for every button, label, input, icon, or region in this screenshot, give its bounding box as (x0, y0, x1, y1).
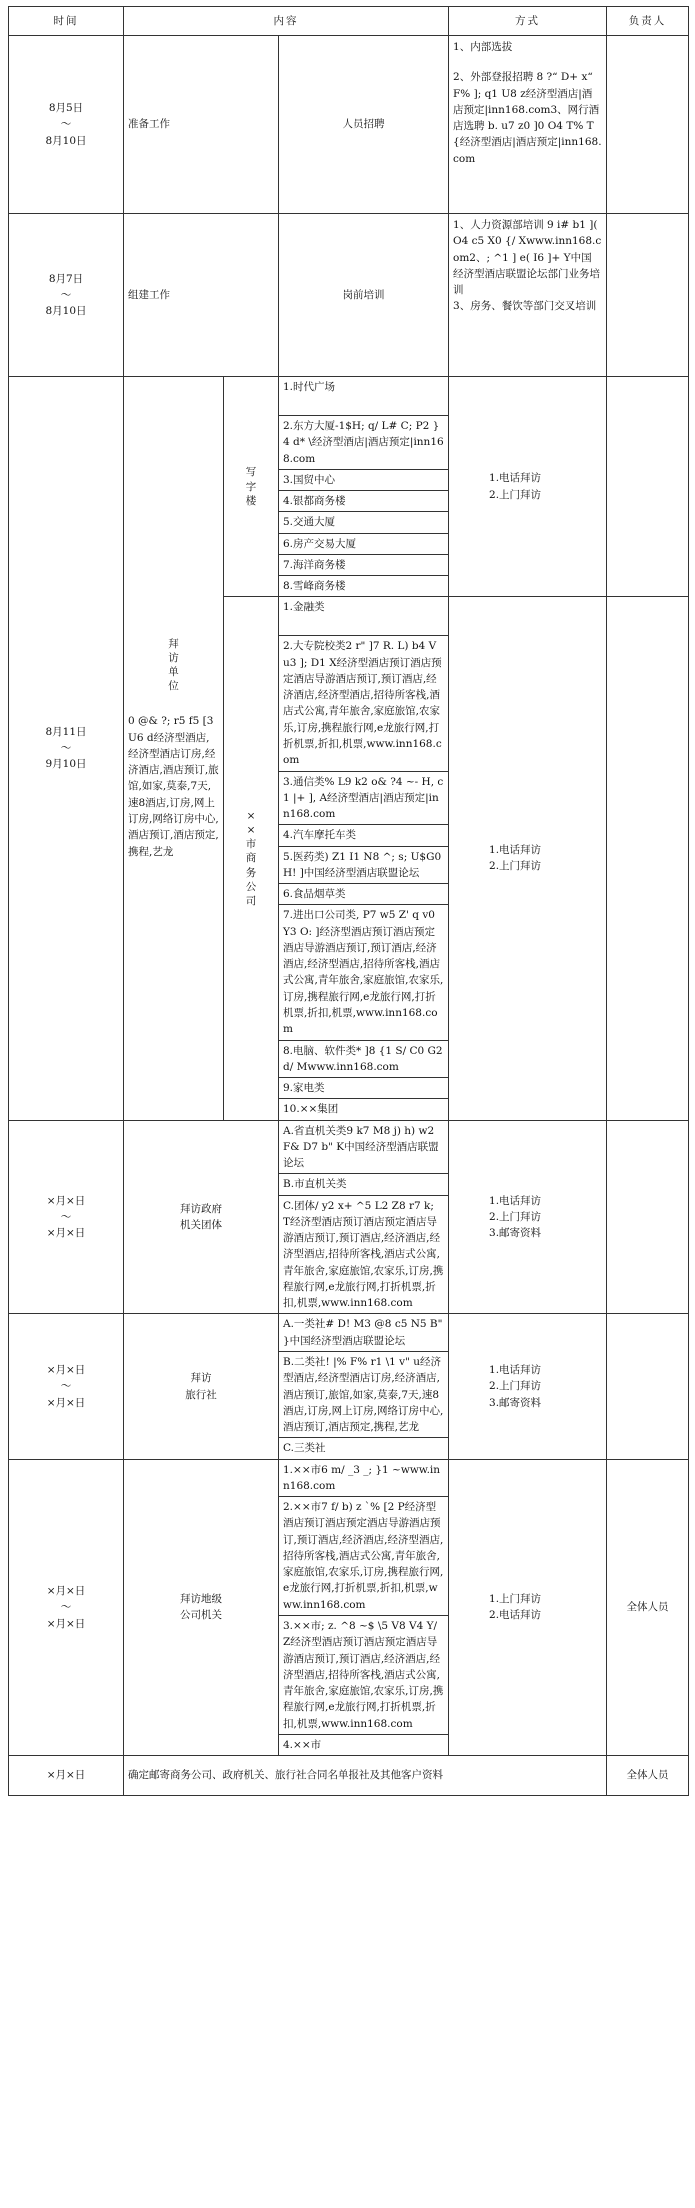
company-items-cell (279, 597, 449, 1120)
list-item: 2.大专院校类2 r" ]7 R. L) b4 V u3 ]; D1 X经济型酒店预订酒店预定酒店导游酒店预订,预订酒店,经济酒店,经济型酒店,招待所客栈,酒店式公寓,青年旅舍,家庭旅馆,农家乐,订房,携程旅行网,e龙旅行网,打折机票,折扣,机票,www.inn168.com (279, 636, 448, 771)
date-sep: ～ (60, 1601, 72, 1614)
list-item: 6.房产交易大厦 (279, 534, 448, 555)
row-preparation (9, 36, 689, 214)
vchar: 务 (245, 866, 257, 879)
method-line: 1.电话拜访 (489, 844, 542, 857)
list-item: 2.××市7 f/ b) z `% [2 P经济型酒店预订酒店预定酒店导游酒店预订,预订酒店,经济酒店,经济型酒店,招待所客栈,酒店式公寓,青年旅舍,家庭旅馆,农家乐,订房,携程旅行网,e龙旅行网,打折机票,折扣,机票,www.inn168.com (279, 1497, 448, 1616)
method-line: 3、房务、餐饮等部门交叉培训 (453, 300, 597, 313)
visit-group-cell (124, 377, 224, 1121)
date-sep: ～ (60, 288, 72, 301)
method-line: 3.邮寄资料 (489, 1396, 542, 1409)
label-line: 拜访地级 (180, 1593, 222, 1606)
header-method: 方式 (449, 7, 607, 36)
date-cell (9, 36, 124, 214)
company-label-cell (224, 597, 279, 1120)
list-item: 9.家电类 (279, 1078, 448, 1099)
header-owner: 负责人 (607, 7, 689, 36)
date-cell (9, 1459, 124, 1756)
owner-cell (607, 597, 689, 1120)
list-item: 1.金融类 (279, 597, 448, 636)
date-cell (9, 377, 124, 1121)
date-end: ×月×日 (46, 1227, 86, 1240)
list-item: 5.医药类) Z1 I1 N8 ^; s; U$G0 H! ]中国经济型酒店联盟论坛 (279, 847, 448, 885)
list-item: A.省直机关类9 k7 M8 j) h) w2 F& D7 b" K中国经济型酒店联盟论坛 (279, 1121, 448, 1175)
date-end: 9月10日 (45, 758, 87, 771)
list-item: 8.雪峰商务楼 (283, 580, 346, 593)
vchar: 写 (245, 466, 257, 479)
date-start: ×月×日 (46, 1584, 86, 1597)
category-cell: 组建工作 (124, 214, 279, 377)
list-item: 4.银都商务楼 (279, 491, 448, 512)
list-item: C.三类社 (283, 1442, 326, 1455)
vchar: 商 (245, 852, 257, 865)
vchar: 单 (168, 666, 179, 679)
list-item: 8.电脑、软件类* ]8 {1 S/ C0 G2 d/ Mwww.inn168.com (279, 1041, 448, 1079)
owner-cell (607, 377, 689, 597)
date-start: ×月×日 (46, 1194, 86, 1207)
method-cell (449, 214, 607, 377)
header-row (9, 7, 689, 36)
date-cell: ×月×日 (9, 1756, 124, 1796)
vchar: 访 (168, 651, 179, 664)
vchar: 字 (245, 480, 257, 493)
vchar: × (246, 809, 256, 822)
row-local (9, 1459, 689, 1756)
method-line: 1.电话拜访 (489, 1364, 542, 1377)
list-item: 1.时代广场 (279, 377, 448, 416)
method-line: 1、人力资源部培训 9 i# b1 ]( O4 c5 X0 {/ Xwww.inn168.com2、; ^1 ] e( I6 ]+ Y中国经济型酒店联盟论坛部门业务培训 (453, 219, 602, 297)
list-item: 4.××市 (283, 1738, 322, 1751)
method-line: 2.上门拜访 (489, 1210, 542, 1223)
visit-group-title (128, 637, 219, 694)
date-sep: ～ (60, 1210, 72, 1223)
gov-items-cell (279, 1120, 449, 1314)
label-line: 拜访 (190, 1372, 212, 1385)
travel-label-cell (124, 1314, 279, 1459)
vchar: 司 (245, 894, 257, 907)
list-item: 3.国贸中心 (279, 470, 448, 491)
list-item: 7.进出口公司类, P7 w5 Z' q v0 Y3 O: ]经济型酒店预订酒店预定酒店导游酒店预订,预订酒店,经济酒店,经济型酒店,招待所客栈,酒店式公寓,青年旅舍,家庭旅馆,农家乐,订房,携程旅行网,e龙旅行网,打折机票,折扣,机票,www.inn168.com (279, 905, 448, 1040)
list-item: 7.海洋商务楼 (279, 555, 448, 576)
owner-cell (607, 36, 689, 214)
method-cell (449, 1120, 607, 1314)
owner-cell (607, 1120, 689, 1314)
owner-cell: 全体人员 (607, 1459, 689, 1756)
method-cell (449, 1459, 607, 1756)
owner-cell (607, 214, 689, 377)
method-line: 2.上门拜访 (489, 1380, 542, 1393)
method-line: 1.电话拜访 (489, 472, 542, 485)
task-cell: 人员招聘 (279, 36, 449, 214)
category-cell: 准备工作 (124, 36, 279, 214)
list-item: 6.食品烟草类 (279, 884, 448, 905)
date-end: ×月×日 (46, 1617, 86, 1630)
list-item: 2.东方大厦-1$H; q/ L# C; P2 }4 d* \经济型酒店|酒店预定|inn168.com (279, 416, 448, 470)
list-item: B.市直机关类 (279, 1174, 448, 1195)
method-line: 3.邮寄资料 (489, 1227, 542, 1240)
schedule-table (8, 6, 689, 1796)
date-sep: ～ (60, 742, 72, 755)
header-content: 内容 (124, 7, 449, 36)
label-line: 机关团体 (180, 1219, 222, 1232)
row-final (9, 1756, 689, 1796)
date-end: 8月10日 (45, 134, 87, 147)
local-items-cell (279, 1459, 449, 1756)
method-cell (449, 597, 607, 1120)
vchar: 楼 (245, 494, 257, 507)
list-item: 5.交通大厦 (279, 512, 448, 533)
vchar: × (246, 824, 256, 837)
gov-label-cell (124, 1120, 279, 1314)
header-time: 时间 (9, 7, 124, 36)
travel-items-cell (279, 1314, 449, 1459)
date-start: ×月×日 (46, 1364, 86, 1377)
date-cell (9, 1314, 124, 1459)
owner-cell (607, 1314, 689, 1459)
vchar: 拜 (168, 637, 179, 650)
date-end: 8月10日 (45, 305, 87, 318)
date-start: 8月5日 (48, 102, 84, 115)
row-travel (9, 1314, 689, 1459)
method-line: 2.上门拜访 (489, 488, 542, 501)
list-item: C.团体/ y2 x+ ^5 L2 Z8 r7 k; T经济型酒店预订酒店预定酒店导游酒店预订,预订酒店,经济酒店,经济型酒店,招待所客栈,酒店式公寓,青年旅舍,家庭旅馆,农家乐,订房,携程旅行网,e龙旅行网,打折机票,折扣,机票,www.inn168.com (283, 1199, 444, 1310)
owner-cell: 全体人员 (607, 1756, 689, 1796)
method-line: 2.电话拜访 (489, 1609, 542, 1622)
method-cell (449, 1314, 607, 1459)
label-line: 旅行社 (185, 1388, 217, 1401)
visit-group-note: 0 @& ?; r5 f5 [3 U6 d经济型酒店,经济型酒店订房,经济酒店,酒店预订,旅馆,如家,莫泰,7天,速8酒店,订房,网上订房,网络订房中心,酒店预订,酒店预定,携程,艺龙 (128, 715, 219, 858)
date-start: 8月7日 (48, 272, 84, 285)
office-label-cell (224, 377, 279, 597)
list-item: B.二类社! |% F% r1 \1 v" u经济型酒店,经济型酒店订房,经济酒店,酒店预订,旅馆,如家,莫泰,7天,速8酒店,订房,网上订房,网络订房中心,酒店预订,酒店预定,携程,艺龙 (279, 1352, 448, 1438)
method-line: 1.电话拜访 (489, 1194, 542, 1207)
date-cell (9, 214, 124, 377)
row-organization (9, 214, 689, 377)
list-item: 3.通信类% L9 k2 o& ?4 ~- H, c1 |+ ], A经济型酒店|酒店预定|inn168.com (279, 772, 448, 826)
vchar: 公 (245, 880, 257, 893)
date-end: ×月×日 (46, 1396, 86, 1409)
vchar: 市 (245, 838, 257, 851)
final-content-cell: 确定邮寄商务公司、政府机关、旅行社合同名单报社及其他客户资料 (124, 1756, 607, 1796)
list-item: 4.汽车摩托车类 (279, 825, 448, 846)
date-start: 8月11日 (45, 725, 87, 738)
task-cell: 岗前培训 (279, 214, 449, 377)
method-line: 1.上门拜访 (489, 1593, 542, 1606)
method-line: 2.上门拜访 (489, 860, 542, 873)
method-cell (449, 377, 607, 597)
method-cell (449, 36, 607, 214)
row-gov (9, 1120, 689, 1314)
method-line: 2、外部登报招聘 8 ?“ D+ x“ F% ]; q1 U8 z经济型酒店|酒店预定|inn168.com3、网行酒店选聘 b. u7 z0 ]0 O4 T% T {经济型酒店|酒店预定|inn168.com (453, 71, 602, 165)
list-item: 3.××市; z. ^8 ~$ \5 V8 V4 Y/ Z经济型酒店预订酒店预定酒店导游酒店预订,预订酒店,经济酒店,经济型酒店,招待所客栈,酒店式公寓,青年旅舍,家庭旅馆,农家乐,订房,携程旅行网,e龙旅行网,打折机票,折扣,机票,www.inn168.com (279, 1616, 448, 1735)
date-sep: ～ (60, 118, 72, 131)
date-cell (9, 1120, 124, 1314)
local-label-cell (124, 1459, 279, 1756)
label-line: 拜访政府 (180, 1202, 222, 1215)
list-item: 10.××集团 (283, 1103, 339, 1116)
list-item: 1.××市6 m/ _3 _; }1 ~www.inn168.com (279, 1460, 448, 1498)
date-sep: ～ (60, 1380, 72, 1393)
office-items-cell (279, 377, 449, 597)
list-item: A.一类社# D! M3 @8 c5 N5 B" }中国经济型酒店联盟论坛 (279, 1314, 448, 1352)
row-visit-office (9, 377, 689, 597)
label-line: 公司机关 (180, 1609, 222, 1622)
method-line: 1、内部选拔 (453, 41, 513, 53)
vchar: 位 (168, 680, 179, 693)
